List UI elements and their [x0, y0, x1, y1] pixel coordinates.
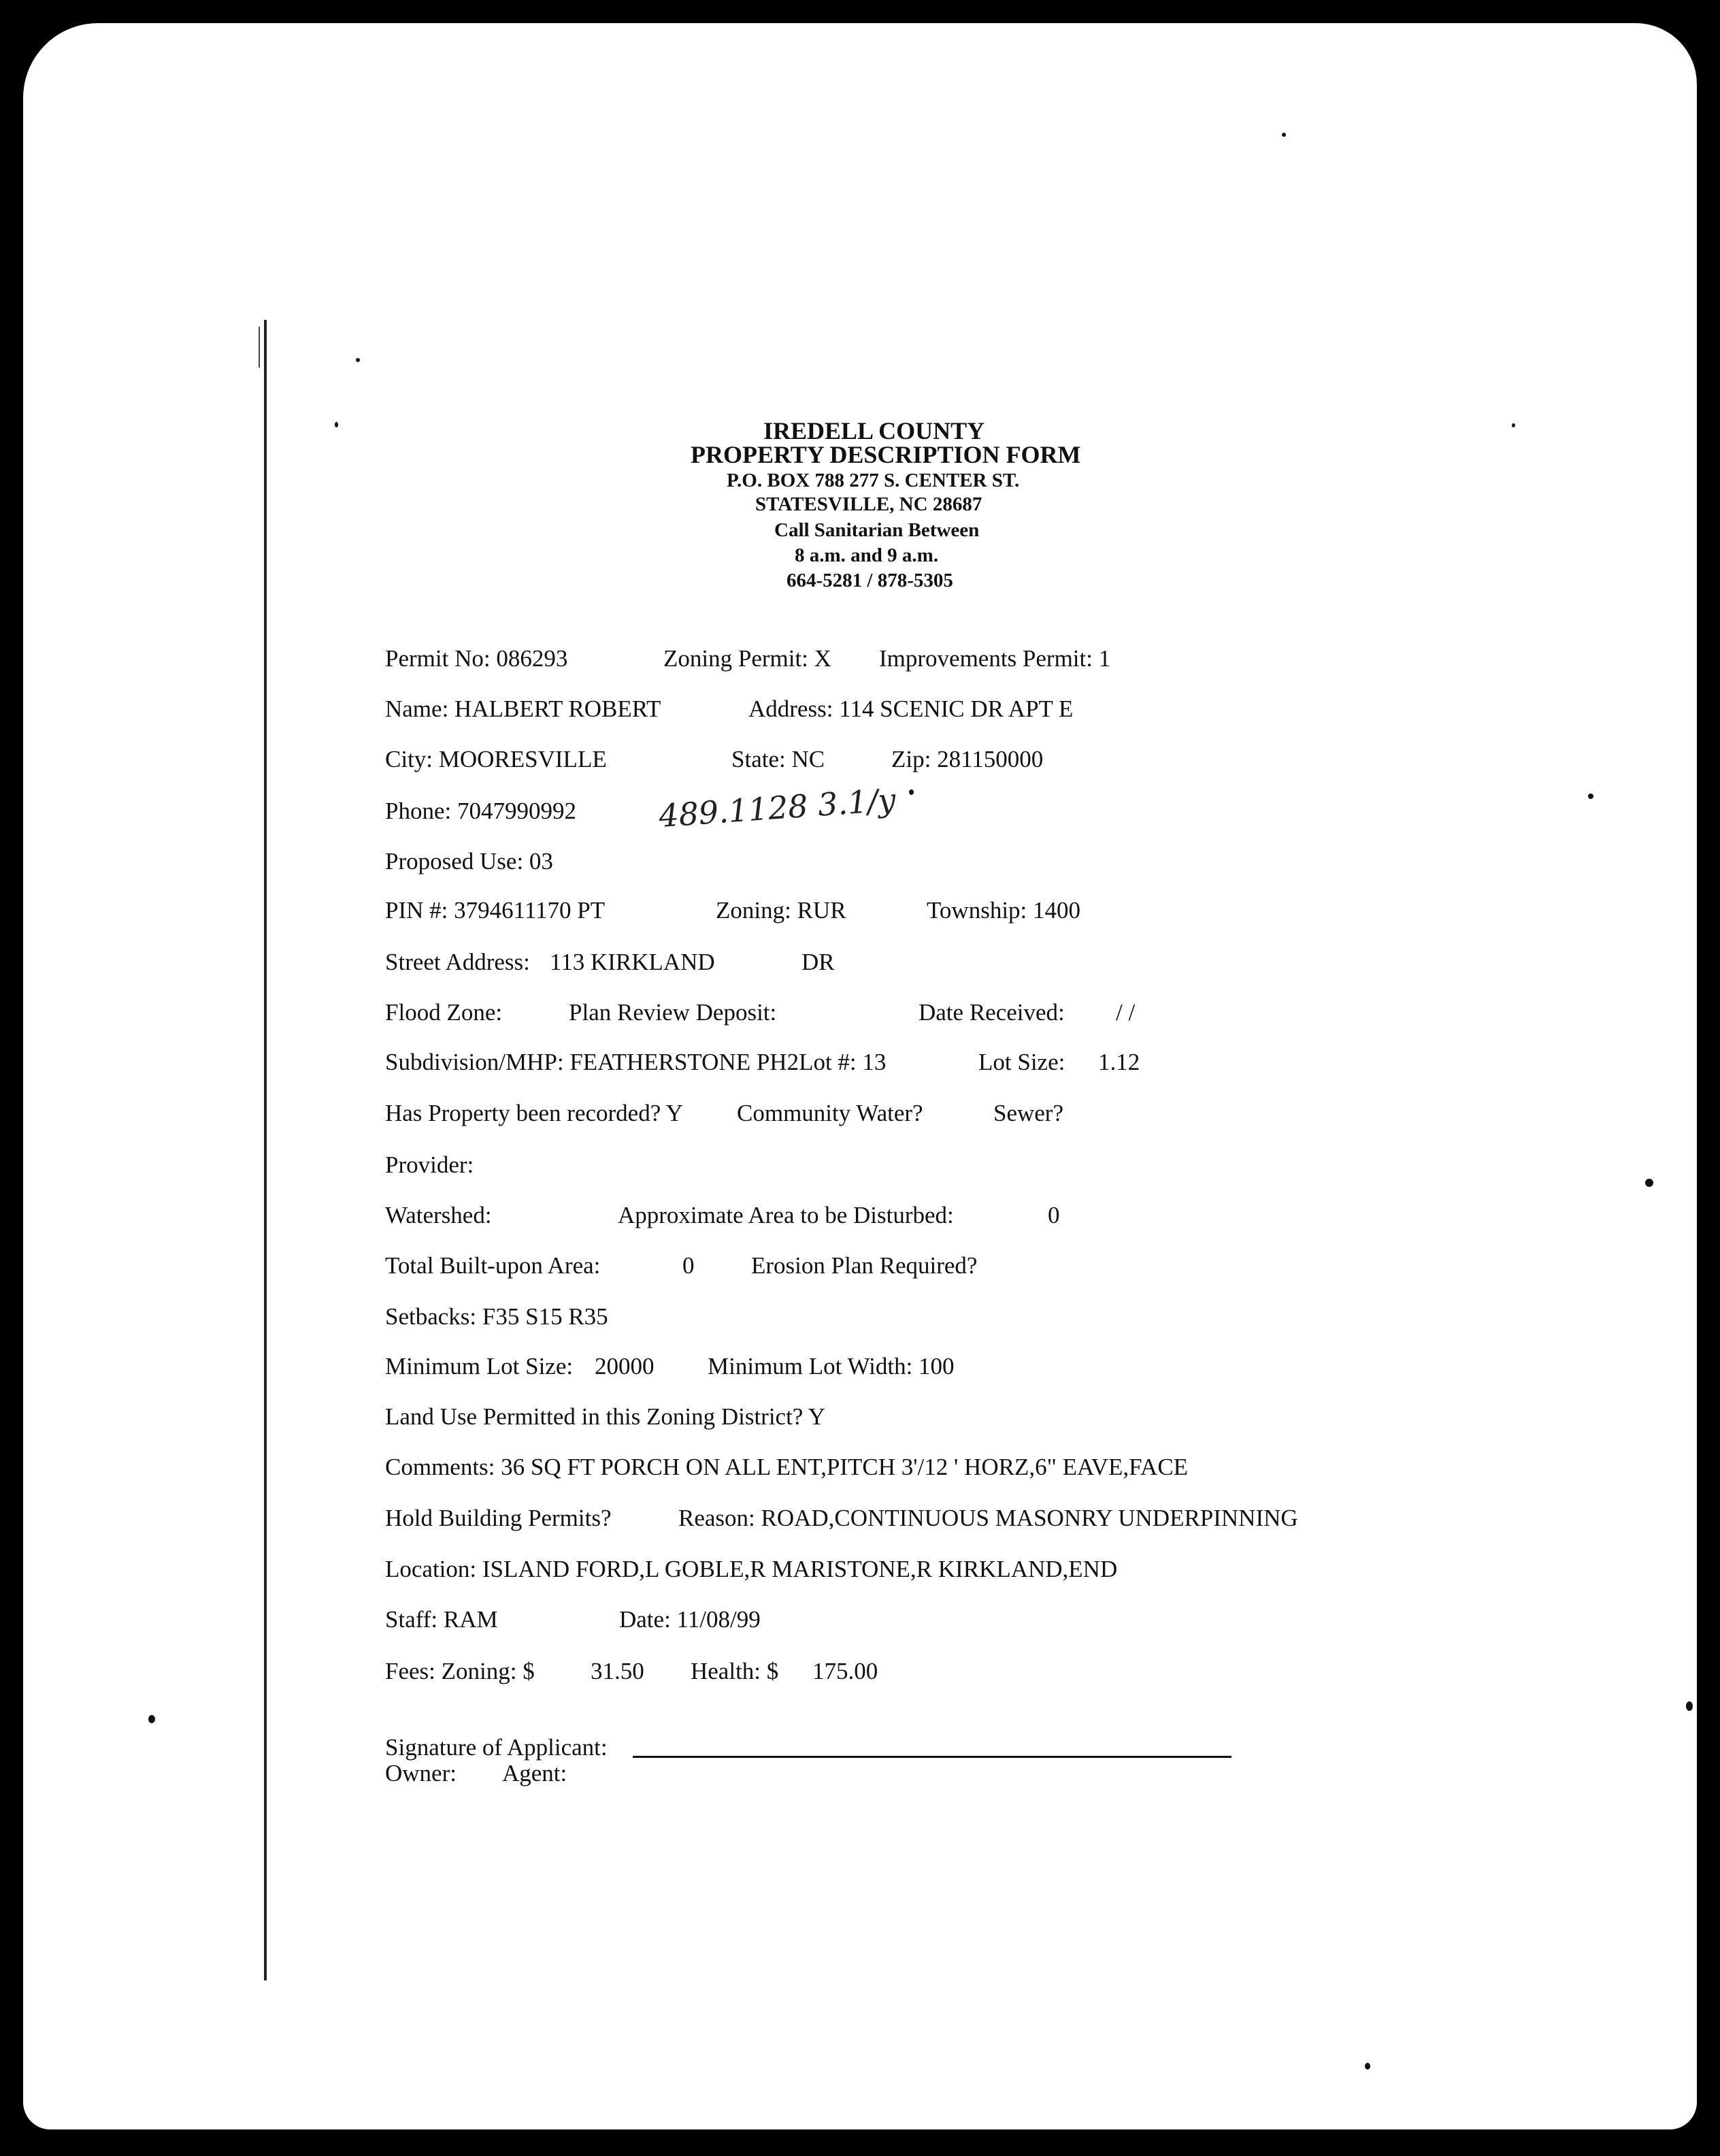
handwritten-note: 489.1128 3.1/y	[657, 781, 897, 835]
scan-speck	[1512, 423, 1515, 427]
proposed-use: Proposed Use: 03	[385, 848, 553, 875]
pin: PIN #: 3794611170 PT	[385, 897, 606, 924]
scan-speck	[1588, 794, 1593, 799]
sewer: Sewer?	[993, 1100, 1064, 1126]
scan-speck	[1282, 133, 1286, 137]
community-water: Community Water?	[737, 1100, 923, 1126]
city: City: MOORESVILLE	[385, 746, 607, 772]
street-address-value: 113 KIRKLAND	[550, 949, 715, 975]
setbacks: Setbacks: F35 S15 R35	[385, 1303, 608, 1330]
watershed: Watershed:	[385, 1202, 492, 1228]
min-lot-width: Minimum Lot Width: 100	[708, 1353, 955, 1379]
applicant-name: Name: HALBERT ROBERT	[385, 696, 661, 722]
fees-health-value: 175.00	[812, 1658, 878, 1684]
agent-label: Agent:	[502, 1760, 567, 1786]
page-edge-mark	[259, 327, 260, 368]
scan-speck	[1686, 1701, 1693, 1711]
fees-zoning-value: 31.50	[591, 1658, 644, 1684]
comments: Comments: 36 SQ FT PORCH ON ALL ENT,PITCH 3'/12 ' HORZ,6" EAVE,FACE	[385, 1454, 1189, 1480]
owner-label: Owner:	[385, 1760, 457, 1786]
land-use-permitted: Land Use Permitted in this Zoning District? Y	[385, 1403, 826, 1430]
fees-health-label: Health: $	[691, 1658, 779, 1684]
provider: Provider:	[385, 1152, 474, 1178]
subdivision-lot: Subdivision/MHP: FEATHERSTONE PH2Lot #: 13	[385, 1049, 887, 1075]
permit-no: Permit No: 086293	[385, 645, 568, 672]
property-recorded: Has Property been recorded? Y	[385, 1100, 683, 1126]
date-received-value: / /	[1116, 999, 1136, 1026]
date: Date: 11/08/99	[619, 1606, 761, 1633]
fees-zoning-label: Fees: Zoning: $	[385, 1658, 535, 1684]
flood-zone: Flood Zone:	[385, 999, 503, 1026]
hold-building-permits: Hold Building Permits?	[385, 1505, 612, 1531]
applicant-address: Address: 114 SCENIC DR APT E	[748, 696, 1074, 722]
min-lot-size-label: Minimum Lot Size:	[385, 1353, 574, 1379]
header-call-line2: 8 a.m. and 9 a.m.	[795, 544, 939, 566]
hold-reason: Reason: ROAD,CONTINUOUS MASONRY UNDERPINNING	[678, 1505, 1298, 1531]
scan-speck	[148, 1715, 155, 1723]
min-lot-size-value: 20000	[595, 1353, 655, 1379]
improvements-permit: Improvements Permit: 1	[879, 645, 1111, 672]
plan-review-deposit: Plan Review Deposit:	[569, 999, 777, 1026]
page-edge-line	[264, 320, 267, 1980]
zip: Zip: 281150000	[891, 746, 1044, 772]
signature-label: Signature of Applicant:	[385, 1734, 608, 1761]
street-suffix: DR	[801, 949, 835, 975]
phone: Phone: 7047990992	[385, 798, 576, 824]
paper-page	[23, 23, 1697, 2129]
street-address-label: Street Address:	[385, 949, 530, 975]
scan-speck	[1645, 1179, 1653, 1187]
erosion-plan: Erosion Plan Required?	[751, 1252, 978, 1279]
header-address-line1: P.O. BOX 788 277 S. CENTER ST.	[727, 470, 1020, 491]
state: State: NC	[731, 746, 825, 772]
location: Location: ISLAND FORD,L GOBLE,R MARISTONE,R KIRKLAND,END	[385, 1556, 1118, 1582]
header-call-line1: Call Sanitarian Between	[774, 519, 980, 541]
scan-speck	[1365, 2063, 1370, 2070]
staff: Staff: RAM	[385, 1606, 498, 1633]
header-phones: 664-5281 / 878-5305	[787, 570, 953, 591]
county-title: IREDELL COUNTY	[763, 417, 985, 444]
township: Township: 1400	[927, 897, 1081, 924]
zoning-permit: Zoning Permit: X	[663, 645, 831, 672]
form-title: PROPERTY DESCRIPTION FORM	[691, 441, 1081, 468]
area-disturbed-label: Approximate Area to be Disturbed:	[618, 1202, 954, 1228]
area-disturbed-value: 0	[1048, 1202, 1060, 1228]
zoning: Zoning: RUR	[716, 897, 846, 924]
built-upon-value: 0	[682, 1252, 695, 1279]
header-address-line2: STATESVILLE, NC 28687	[755, 493, 982, 515]
scan-speck	[909, 789, 914, 795]
scan-speck	[356, 358, 360, 362]
date-received-label: Date Received:	[919, 999, 1065, 1026]
lot-size-label: Lot Size:	[978, 1049, 1065, 1075]
built-upon-label: Total Built-upon Area:	[385, 1252, 601, 1279]
lot-size-value: 1.12	[1098, 1049, 1140, 1075]
scan-speck	[335, 422, 338, 427]
signature-line	[633, 1756, 1231, 1758]
